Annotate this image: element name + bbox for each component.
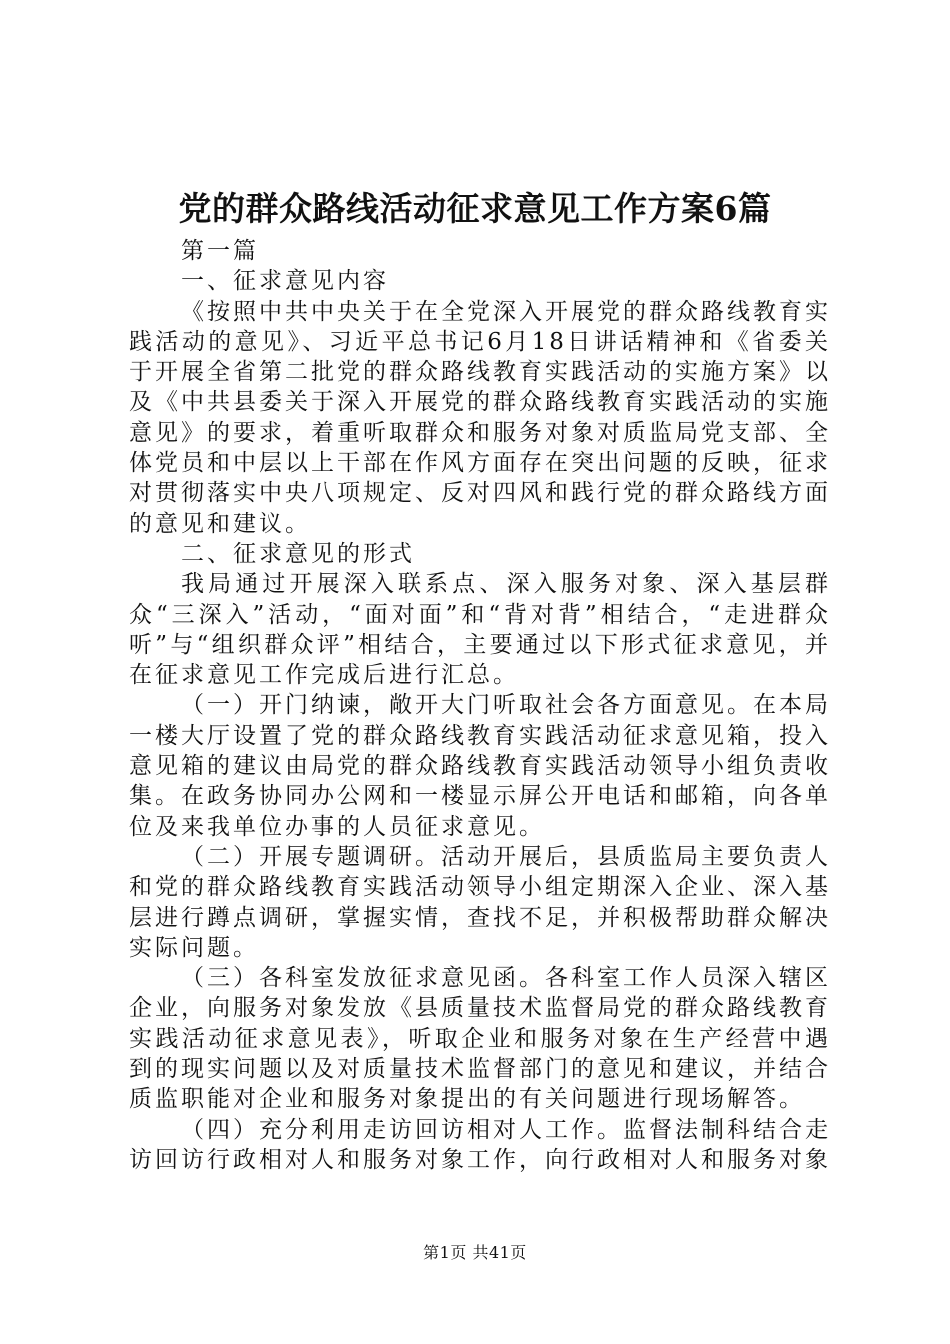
paragraph-item-2: （二）开展专题调研。活动开展后，县质监局主要负责人和党的群众路线教育实践活动领导小组定期深入企业、深入基层进行蹲点调研，掌握实情，查找不足，并积极帮助群众解决实际问题。 xyxy=(129,843,831,961)
paragraph-item-3: （三）各科室发放征求意见函。各科室工作人员深入辖区企业，向服务对象发放《县质量技术监督局党的群众路线教育实践活动征求意见表》，听取企业和服务对象在生产经营中遇到的现实问题以及对质量技术监督部门的意见和建议，并结合质监职能对企业和服务对象提出的有关问题进行现场解答。 xyxy=(129,965,831,1113)
document-title: 党的群众路线活动征求意见工作方案6篇 xyxy=(178,189,772,228)
document-body xyxy=(129,236,831,1175)
page-footer: 第1页 共41页 xyxy=(423,1243,527,1262)
paragraph-item-1: （一）开门纳谏，敞开大门听取社会各方面意见。在本局一楼大厅设置了党的群众路线教育实践活动征求意见箱，投入意见箱的建议由局党的群众路线教育实践活动领导小组负责收集。在政务协同办公网和一楼显示屏公开电话和邮箱，向各单位及来我单位办事的人员征求意见。 xyxy=(129,692,831,840)
section-heading-1: 一、征求意见内容 xyxy=(181,268,389,295)
paragraph-section-1: 《按照中共中央关于在全党深入开展党的群众路线教育实践活动的意见》、习近平总书记6月18日讲话精神和《省委关于开展全省第二批党的群众路线教育实践活动的实施方案》以及《中共县委关于深入开展党的群众路线教育实践活动的实施意见》的要求，着重听取群众和服务对象对质监局党支部、全体党员和中层以上干部在作风方面存在突出问题的反映，征求对贯彻落实中央八项规定、反对四风和践行党的群众路线方面的意见和建议。 xyxy=(129,298,831,537)
paragraph-section-2: 我局通过开展深入联系点、深入服务对象、深入基层群众“三深入”活动，“面对面”和“背对背”相结合，“走进群众听”与“组织群众评”相结合，主要通过以下形式征求意见，并在征求意见工作完成后进行汇总。 xyxy=(129,571,831,689)
paragraph-item-4: （四）充分利用走访回访相对人工作。监督法制科结合走访回访行政相对人和服务对象工作，向行政相对人和服务对象 xyxy=(129,1116,831,1173)
section-heading-2: 二、征求意见的形式 xyxy=(181,540,415,567)
part-label: 第一篇 xyxy=(181,238,259,264)
